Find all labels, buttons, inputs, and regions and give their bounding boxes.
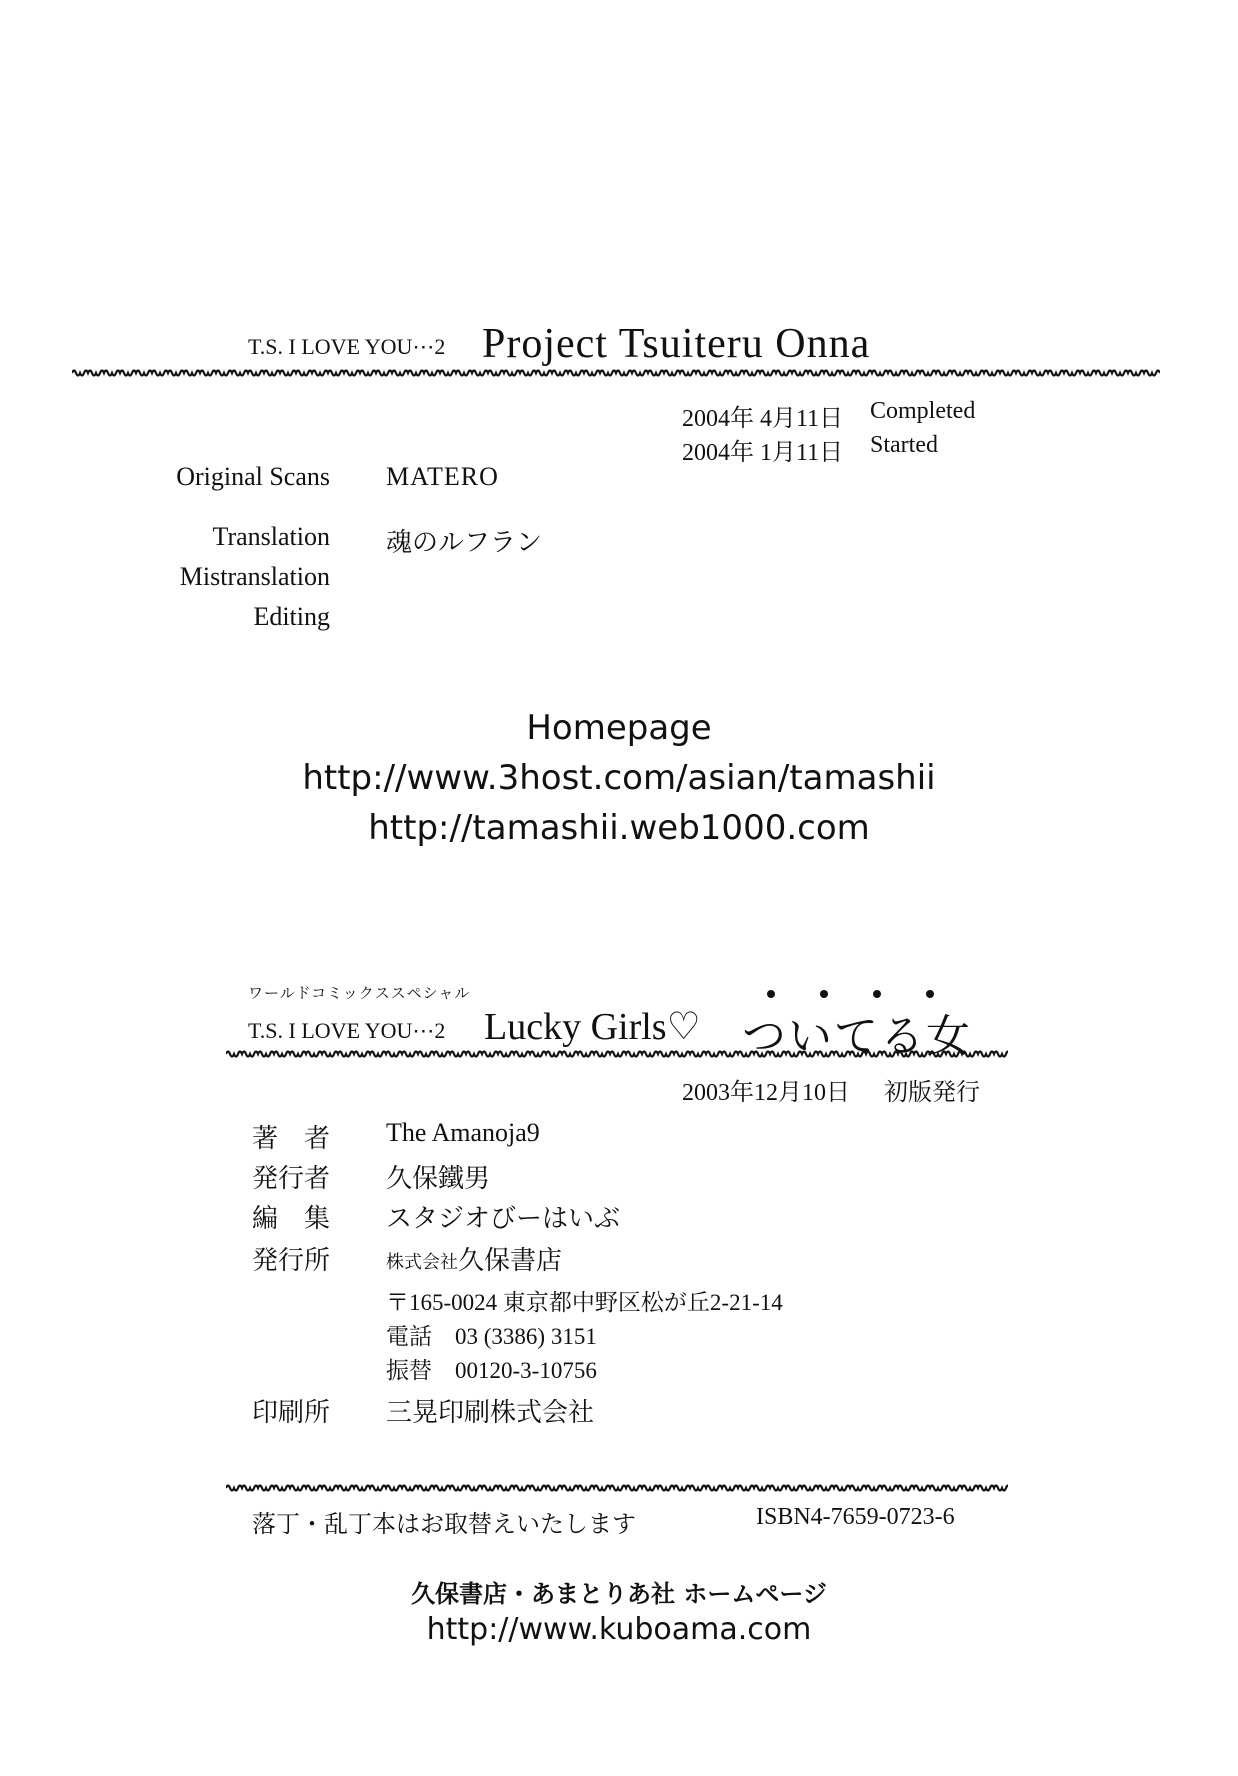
completed-label: Completed [870,398,976,424]
wavy-divider-bottom [226,1482,1008,1494]
started-label: Started [870,432,938,458]
completed-date: 2004年 4月11日 [682,406,844,432]
printer-label: 印刷所 [252,1398,331,1427]
wavy-divider-top [72,367,1160,379]
publisher-address: 〒165-0024 東京都中野区松が丘2-21-14 [386,1290,783,1315]
homepage-url-2[interactable]: http://tamashii.web1000.com [368,808,870,848]
author-value: The Amanoja9 [386,1118,540,1147]
homepage-url-1[interactable]: http://www.3host.com/asian/tamashii [302,758,936,798]
started-date: 2004年 1月11日 [682,440,844,466]
isbn: ISBN4-7659-0723-6 [756,1504,955,1530]
printer-value: 三晃印刷株式会社 [386,1398,595,1427]
project-title: Project Tsuiteru Onna [482,321,871,367]
credit-value-translation: 魂のルフラン [386,528,543,557]
imprint-name: ワールドコミックススペシャル [248,984,471,1002]
publication-date: 2003年12月10日 [682,1080,850,1106]
publisher-transfer: 振替 00120-3-10756 [386,1358,597,1383]
credit-value-scans: MATERO [386,462,499,491]
author-label: 著 者 [252,1124,331,1153]
publisher-person-value: 久保鐵男 [386,1164,491,1193]
edition-label: 初版発行 [884,1080,980,1106]
publisher-phone: 電話 03 (3386) 3151 [386,1324,597,1349]
footer-homepage-label: 久保書店・あまとりあ社 ホームページ [411,1580,827,1608]
credit-role-scans: Original Scans [176,462,330,491]
homepage-label: Homepage [526,708,712,748]
publisher-value: 久保書店 [458,1246,563,1275]
footer-homepage-url[interactable]: http://www.kuboama.com [426,1612,812,1647]
publisher-label: 発行所 [252,1246,331,1275]
publisher-person-label: 発行者 [252,1164,331,1193]
credit-role-translation: Translation [212,522,330,551]
replacement-notice: 落丁・乱丁本はお取替えいたします [252,1512,636,1538]
credit-role-editing: Editing [253,602,330,631]
editor-value: スタジオびーはいぶ [386,1204,621,1233]
credit-role-mistranslation: Mistranslation [179,562,330,591]
colophon-title-jp: ついてる女 [742,1012,972,1061]
colophon-title-en: Lucky Girls♡ [484,1006,701,1048]
colophon-series-prefix: T.S. I LOVE YOU⋯2 [248,1018,446,1043]
wavy-divider-middle [226,1048,1008,1060]
project-series-prefix: T.S. I LOVE YOU⋯2 [248,334,446,359]
editor-label: 編 集 [252,1204,331,1233]
publisher-company-prefix: 株式会社 [386,1252,458,1272]
emphasis-dots [744,990,956,998]
